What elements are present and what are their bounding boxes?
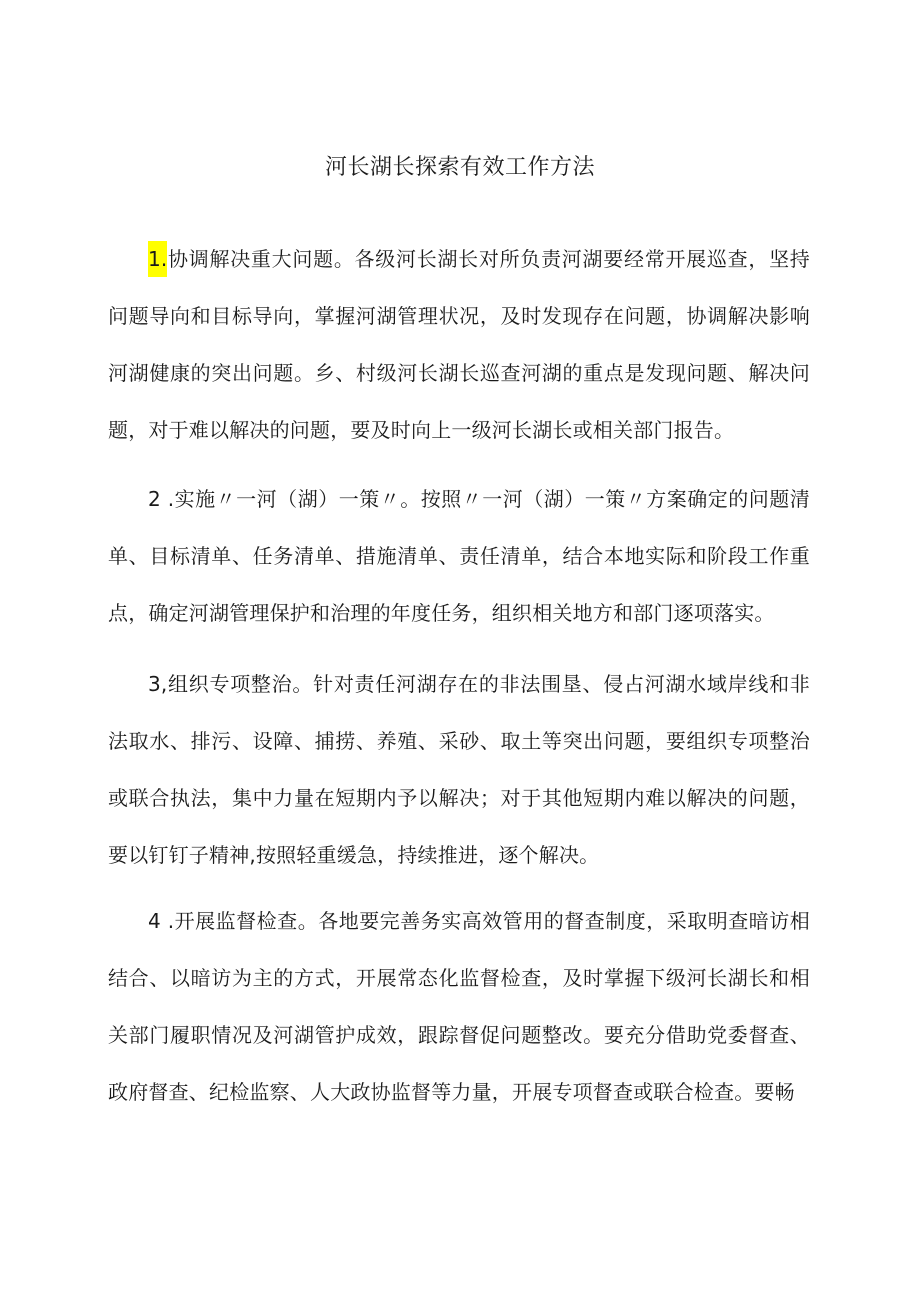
paragraph-2-text: 实施〃一河（湖）一策〃。按照〃一河（湖）一策〃方案确定的问题清单、目标清单、任务清单、措施清单、责任清单，结合本地实际和阶段工作重点，确定河湖管理保护和治理的年度任务，组织相关地方和部门逐项落实。	[108, 487, 811, 625]
paragraph-4-number: 4 .	[148, 909, 175, 933]
paragraph-1	[108, 231, 810, 459]
paragraph-3	[108, 656, 810, 884]
paragraph-4	[108, 893, 810, 1121]
paragraph-2-number: 2 .	[148, 487, 175, 511]
paragraph-1-number: 1.	[148, 241, 167, 277]
paragraph-1-text: 协调解决重大问题。各级河长湖长对所负责河湖要经常开展巡查，坚持问题导向和目标导向，掌握河湖管理状况，及时发现存在问题，协调解决影响河湖健康的突出问题。乡、村级河长湖长巡查河湖的重点是发现问题、解决问题，对于难以解决的问题，要及时向上一级河长湖长或相关部门报告。	[108, 247, 810, 442]
paragraph-2	[108, 471, 810, 642]
document-title: 河长湖长探索有效工作方法	[324, 155, 595, 180]
paragraph-3-text: 组织专项整治。针对责任河湖存在的非法围垦、侵占河湖水域岸线和非法取水、排污、设障、捕捞、养殖、采砂、取土等突出问题，要组织专项整治或联合执法，集中力量在短期内予以解决；对于其他短期内难以解决的问题，要以钉钉子精神,按照轻重缓急，持续推进，逐个解决。	[108, 672, 810, 867]
paragraph-3-number: 3,	[148, 672, 168, 696]
paragraph-4-text: 开展监督检查。各地要完善务实高效管用的督查制度，采取明查暗访相结合、以暗访为主的方式，开展常态化监督检查，及时掌握下级河长湖长和相关部门履职情况及河湖管护成效，跟踪督促问题整改。要充分借助党委督查、政府督查、纪检监察、人大政协监督等力量，开展专项督查或联合检查。要畅	[108, 909, 811, 1104]
